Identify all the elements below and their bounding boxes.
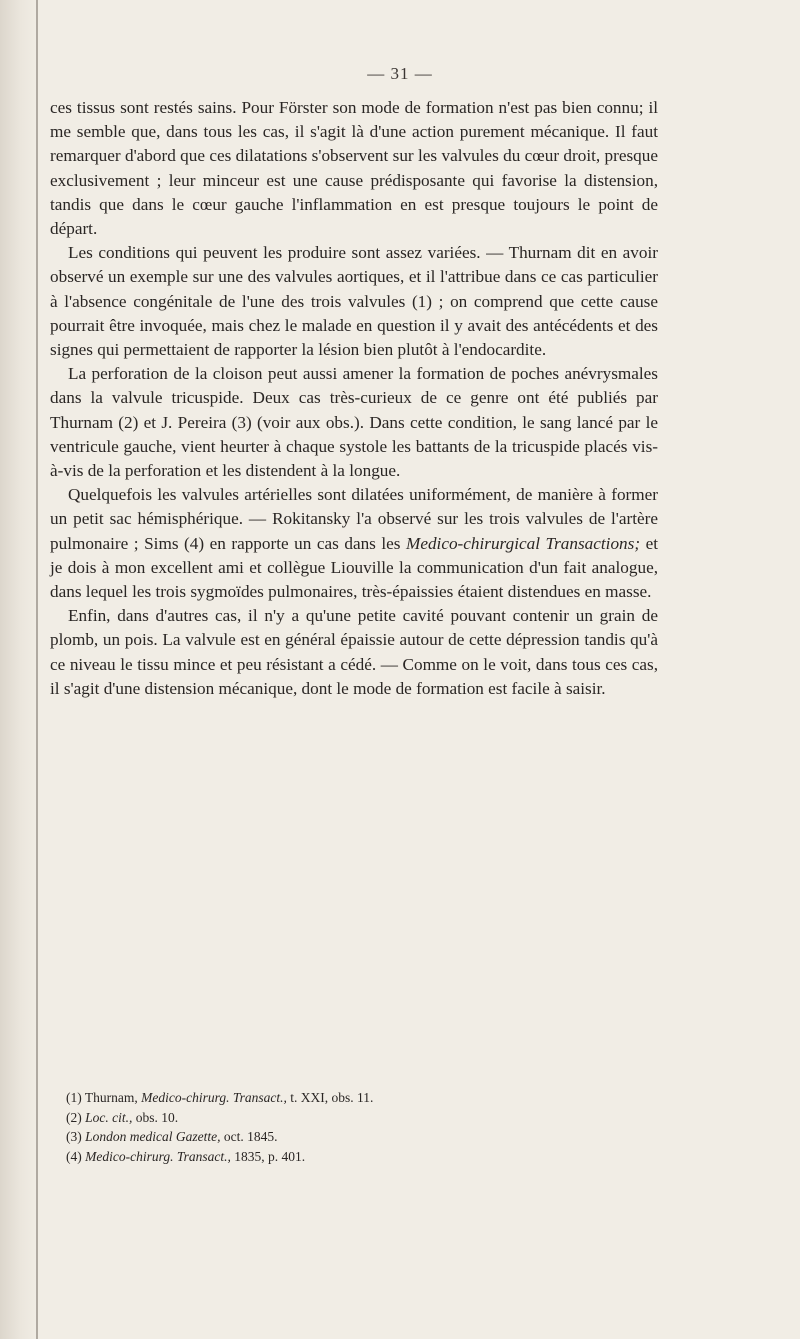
footnote-ref: oct. 1845. bbox=[220, 1129, 278, 1144]
binding-edge bbox=[36, 0, 38, 1339]
footnote-source: Medico-chirurg. Transact., bbox=[85, 1148, 231, 1164]
footnote-ref: t. XXI, obs. 11. bbox=[286, 1090, 374, 1105]
footnote-number: (4) bbox=[66, 1148, 82, 1164]
footnote-1 bbox=[66, 1088, 666, 1108]
footnotes bbox=[66, 1088, 666, 1166]
footnote-ref: obs. 10. bbox=[132, 1109, 179, 1125]
footnote-source: London medical Gazette, bbox=[85, 1129, 221, 1144]
paragraph-4 bbox=[50, 483, 658, 604]
page-number: — 31 — bbox=[367, 64, 433, 83]
footnote-3 bbox=[66, 1127, 666, 1147]
paragraph-5: Enfin, dans d'autres cas, il n'y a qu'une petite cavité pouvant contenir un grain de plomb, un pois. La valvule est en général épaissie autour de cette dépression tandis qu'à ce niveau le tissu mince et peu résistant a cédé. — Comme on le voit, dans tous ces cas, il s'agit d'une distension mécanique, dont le mode de formation est facile à saisir. bbox=[50, 606, 658, 698]
paragraph-4-start: Quelquefois les valvules artérielles sont dilatées uniformément, de manière à former un petit sac hémisphérique. — Rokitansky l'a observé sur les trois valvules de l'artère pulmonaire ; Sims (4) en rapporte un cas dans les bbox=[50, 485, 658, 553]
footnote-2 bbox=[66, 1108, 666, 1128]
journal-title: Medico-chirurgical Transactions; bbox=[406, 533, 641, 553]
footnote-text: Thurnam, bbox=[84, 1090, 142, 1105]
footnote-4 bbox=[66, 1147, 666, 1167]
paragraph-4-end: et je dois à mon excellent ami et collègue Liouville la communication d'un fait analogue, dans lequel les trois sygmoïdes pulmonaires, très-épaissies étaient distendues en masse. bbox=[50, 533, 658, 602]
footnote-number: (1) bbox=[66, 1090, 82, 1105]
binding-gutter bbox=[0, 0, 38, 1339]
footnote-source: Loc. cit., bbox=[85, 1109, 133, 1125]
paragraph-2: Les conditions qui peuvent les produire sont assez variées. — Thurnam dit en avoir observé un exemple sur une des valvules aortiques, et il l'attribue dans ce cas particulier à l'absence congénitale de l'une des trois valvules (1) ; on comprend que cette cause pourrait être invoquée, mais chez le malade en question il y avait des antécédents et des signes qui permettaient de rapporter la lésion bien plutôt à l'endocardite. bbox=[50, 243, 658, 360]
paragraph-1: ces tissus sont restés sains. Pour Förster son mode de formation n'est pas bien connu; il me semble que, dans tous les cas, il s'agit là d'une action purement mécanique. Il faut remarquer d'abord que ces dilatations s'observent sur les valvules du cœur droit, presque exclusivement ; leur minceur est une cause prédisposante qui favorise la distension, tandis que dans le cœur gauche l'inflammation en est presque toujours le point de départ. bbox=[50, 98, 658, 239]
footnote-number: (2) bbox=[66, 1109, 82, 1125]
paragraph-3: La perforation de la cloison peut aussi amener la formation de poches anévrysmales dans la valvule tricuspide. Deux cas très-curieux de ce genre ont été publiés par Thurnam (2) et J. Pereira (3) (voir aux obs.). Dans cette condition, le sang lancé par le ventricule gauche, vient heurter à chaque systole les battants de la tricuspide placés vis-à-vis de la perforation et les distendent à la longue. bbox=[50, 364, 658, 481]
body-text bbox=[50, 96, 658, 701]
footnote-source: Medico-chirurg. Transact., bbox=[141, 1090, 287, 1105]
footnote-number: (3) bbox=[66, 1129, 82, 1144]
footnote-ref: 1835, p. 401. bbox=[230, 1148, 306, 1164]
